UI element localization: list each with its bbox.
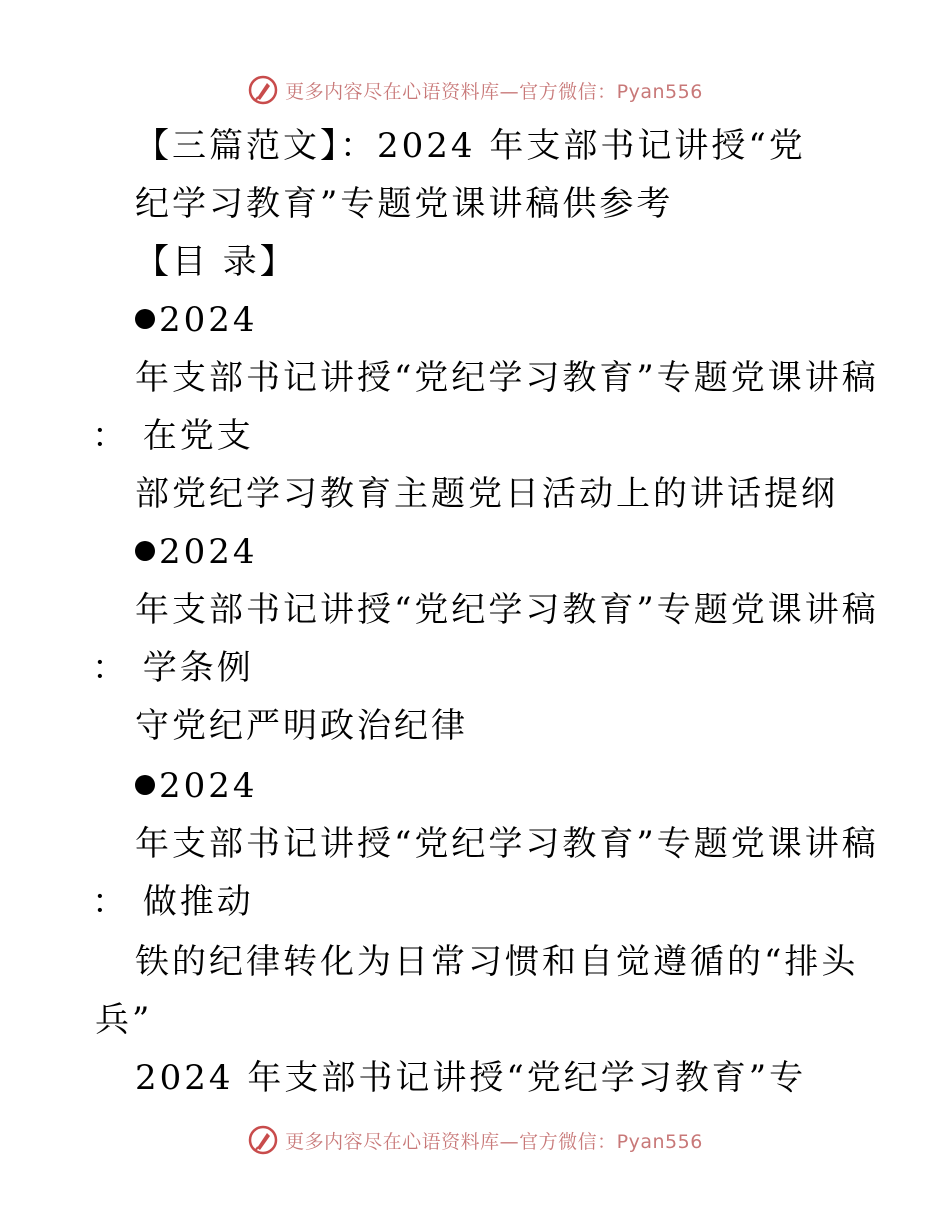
toc-item-1-line-2[interactable]: ： 在党支 xyxy=(92,416,254,456)
quill-pen-circle-icon xyxy=(247,74,279,106)
toc-item-2-year: 2024 xyxy=(135,532,258,572)
bullet-icon xyxy=(135,309,155,329)
watermark-text: 更多内容尽在心语资料库—官方微信：Pyan556 xyxy=(285,1130,703,1153)
toc-item-2-line-2[interactable]: ： 学条例 xyxy=(92,648,254,688)
bullet-icon xyxy=(135,541,155,561)
toc-heading: 【目 录】 xyxy=(135,242,297,282)
document-title-line-2: 纪学习教育”专题党课讲稿供参考 xyxy=(135,184,674,224)
toc-item-1-line-1[interactable]: 年支部书记讲授“党纪学习教育”专题党课讲稿 xyxy=(135,358,879,398)
toc-item-3-line-1[interactable]: 年支部书记讲授“党纪学习教育”专题党课讲稿 xyxy=(135,824,879,864)
toc-item-3-line-2[interactable]: ： 做推动 xyxy=(92,882,254,922)
footer-watermark xyxy=(0,1120,950,1160)
toc-item-3-year: 2024 xyxy=(135,766,258,806)
toc-item-2-line-1[interactable]: 年支部书记讲授“党纪学习教育”专题党课讲稿 xyxy=(135,590,879,630)
toc-item-3-line-4[interactable]: 兵” xyxy=(95,1000,153,1040)
toc-item-1-year: 2024 xyxy=(135,300,258,340)
watermark-text: 更多内容尽在心语资料库—官方微信：Pyan556 xyxy=(285,80,703,103)
document-title-line-1: 【三篇范文】：2024 年支部书记讲授“党 xyxy=(135,126,806,166)
quill-pen-circle-icon xyxy=(247,1124,279,1156)
toc-item-2-line-3[interactable]: 守党纪严明政治纪律 xyxy=(135,706,468,746)
bullet-icon xyxy=(135,775,155,795)
body-text-start: 2024 年支部书记讲授“党纪学习教育”专 xyxy=(135,1058,807,1098)
toc-item-1-line-3[interactable]: 部党纪学习教育主题党日活动上的讲话提纲 xyxy=(135,474,838,514)
header-watermark xyxy=(0,70,950,110)
toc-item-3-line-3[interactable]: 铁的纪律转化为日常习惯和自觉遵循的“排头 xyxy=(135,942,859,982)
